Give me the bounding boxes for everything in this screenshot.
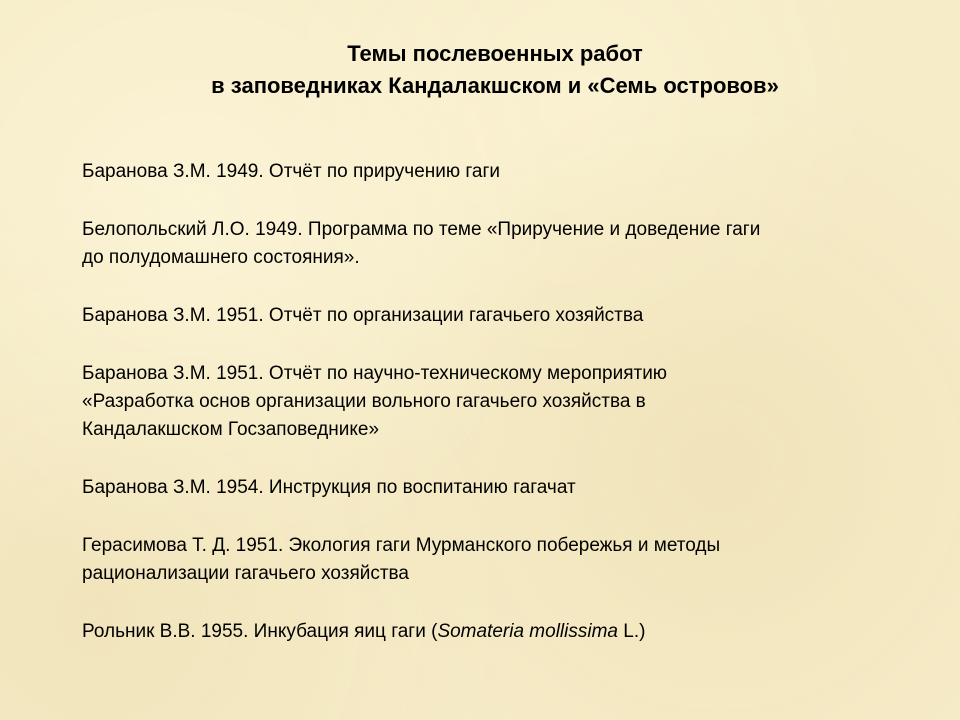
title-line-1: Темы послевоенных работ	[347, 41, 643, 66]
reference-item	[82, 302, 952, 330]
reference-line: Баранова З.М. 1951. Отчёт по организации гагачьего хозяйства	[82, 305, 644, 326]
reference-line: «Разработка основ организации вольного гагачьего хозяйства в	[82, 391, 646, 412]
reference-list	[82, 158, 952, 676]
reference-line: рационализации гагачьего хозяйства	[82, 563, 409, 584]
reference-text: L.)	[617, 621, 646, 642]
reference-line: Герасимова Т. Д. 1951. Экология гаги Мурманского побережья и методы	[82, 535, 721, 556]
reference-line: Баранова З.М. 1954. Инструкция по воспитанию гагачат	[82, 477, 576, 498]
reference-item	[82, 532, 952, 588]
reference-line: Баранова З.М. 1951. Отчёт по научно-техническому мероприятию	[82, 363, 668, 384]
reference-item	[82, 474, 952, 502]
reference-item	[82, 158, 952, 186]
reference-item	[82, 360, 952, 444]
reference-line	[82, 618, 952, 646]
slide-title	[0, 38, 960, 102]
reference-text: Рольник В.В. 1955. Инкубация яиц гаги (	[82, 621, 438, 642]
reference-line: Белопольский Л.О. 1949. Программа по теме «Приручение и доведение гаги	[82, 219, 761, 240]
species-name: Somateria mollissima	[437, 621, 618, 642]
reference-line: Баранова З.М. 1949. Отчёт по приручению гаги	[82, 161, 501, 182]
reference-line: Кандалакшском Госзаповеднике»	[82, 419, 380, 440]
reference-item	[82, 618, 952, 646]
reference-line: до полудомашнего состояния».	[82, 247, 360, 268]
title-line-2: в заповедниках Кандалакшском и «Семь островов»	[211, 73, 779, 98]
reference-item	[82, 216, 952, 272]
